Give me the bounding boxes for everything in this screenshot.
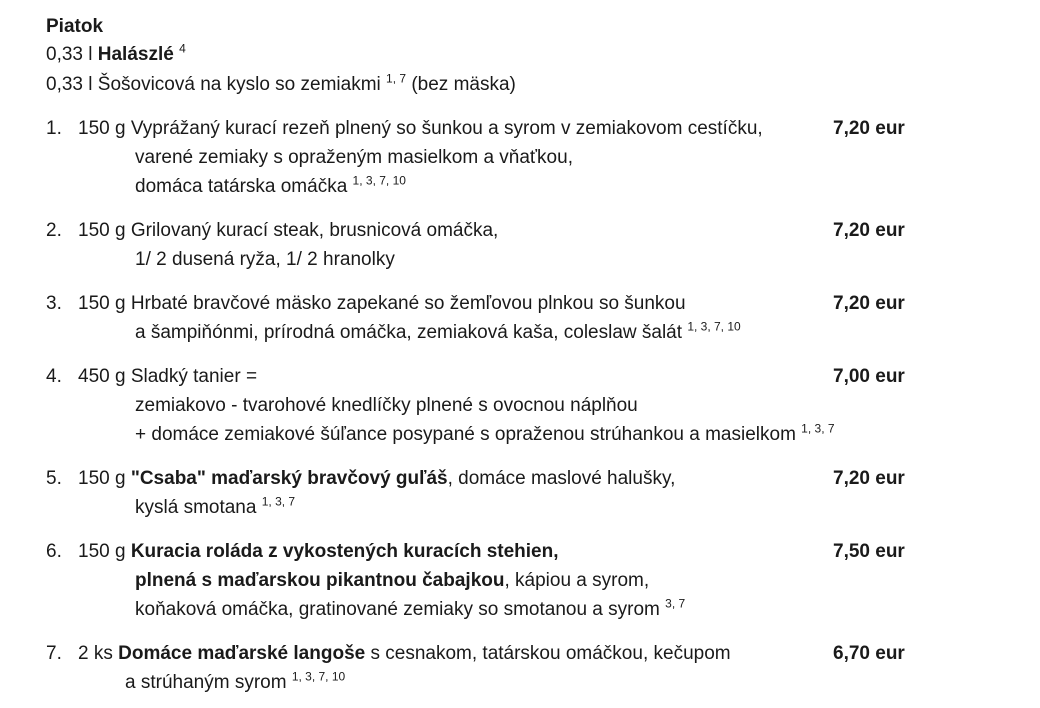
allergen-superscript: 1, 3, 7 bbox=[261, 494, 296, 509]
item-continuation-line bbox=[78, 595, 833, 624]
item-price: 7,20 eur bbox=[833, 220, 905, 241]
item-first-line bbox=[78, 464, 833, 493]
item-continuation-line bbox=[78, 668, 833, 697]
soup-volume: 0,33 l bbox=[46, 74, 93, 95]
item-price: 7,20 eur bbox=[833, 468, 905, 489]
text-segment: s cesnakom, tatárskou omáčkou, kečupom bbox=[365, 643, 731, 664]
text-segment: koňaková omáčka, gratinované zemiaky so smotanou a syrom bbox=[135, 599, 666, 620]
item-quantity: 150 g bbox=[78, 118, 126, 139]
text-segment: Sladký tanier = bbox=[130, 366, 258, 387]
allergen-superscript: 3, 7 bbox=[665, 596, 686, 611]
item-continuation-line bbox=[78, 566, 833, 595]
text-segment: a šampiňónmi, prírodná omáčka, zemiaková kaša, coleslaw šalát bbox=[135, 322, 688, 343]
text-segment: Vyprážaný kurací rezeň plnený so šunkou a syrom v zemiakovom cestíčku, bbox=[130, 118, 763, 139]
item-quantity: 150 g bbox=[78, 293, 126, 314]
page-title: Piatok bbox=[46, 16, 104, 37]
item-number: 4. bbox=[46, 366, 62, 387]
item-quantity: 450 g bbox=[78, 366, 126, 387]
menu-item bbox=[46, 464, 1040, 522]
soup-row bbox=[46, 70, 1040, 100]
item-continuation-line bbox=[78, 143, 833, 172]
text-segment: a strúhaným syrom bbox=[125, 672, 292, 693]
item-continuation-line bbox=[78, 245, 833, 274]
text-segment: (bez mäska) bbox=[406, 74, 516, 95]
item-price: 7,50 eur bbox=[833, 541, 905, 562]
item-quantity: 150 g bbox=[78, 468, 126, 489]
text-segment: "Csaba" maďarský bravčový guľáš bbox=[130, 468, 448, 489]
menu-item bbox=[46, 216, 1040, 274]
text-segment: plnená s maďarskou pikantnou čabajkou bbox=[135, 570, 505, 591]
text-segment: , kápiou a syrom, bbox=[504, 570, 650, 591]
item-price: 7,20 eur bbox=[833, 293, 905, 314]
menu-item bbox=[46, 362, 1040, 449]
item-number: 5. bbox=[46, 468, 62, 489]
item-continuation-line bbox=[78, 172, 833, 201]
text-segment: + domáce zemiakové šúľance posypané s opraženou strúhankou a masielkom bbox=[135, 424, 802, 445]
item-continuation-line bbox=[78, 493, 833, 522]
item-continuation-line bbox=[78, 318, 833, 347]
text-segment: Hrbaté bravčové mäsko zapekané so žemľovou plnkou so šunkou bbox=[130, 293, 686, 314]
item-first-line bbox=[78, 289, 833, 318]
text-segment: Kuracia roláda z vykostených kuracích stehien, bbox=[130, 541, 559, 562]
text-segment: domáca tatárska omáčka bbox=[135, 176, 353, 197]
soup-list bbox=[46, 40, 1040, 100]
menu-item bbox=[46, 289, 1040, 347]
item-first-line bbox=[78, 114, 833, 143]
allergen-superscript: 4 bbox=[179, 41, 186, 56]
item-continuation-line bbox=[78, 420, 833, 449]
item-continuation-line bbox=[78, 391, 833, 420]
item-number: 1. bbox=[46, 118, 62, 139]
menu-items bbox=[46, 114, 1040, 697]
item-first-line bbox=[78, 216, 833, 245]
text-segment: varené zemiaky s opraženým masielkom a vňaťkou, bbox=[135, 147, 573, 168]
item-first-line bbox=[78, 639, 833, 668]
item-price: 7,20 eur bbox=[833, 118, 905, 139]
soup-row bbox=[46, 40, 1040, 70]
allergen-superscript: 1, 3, 7 bbox=[801, 421, 835, 436]
text-segment: Grilovaný kurací steak, brusnicová omáčka, bbox=[130, 220, 499, 241]
text-segment: 1/ 2 dusená ryža, 1/ 2 hranolky bbox=[135, 249, 395, 270]
text-segment: kyslá smotana bbox=[135, 497, 262, 518]
menu-item bbox=[46, 114, 1040, 201]
item-first-line bbox=[78, 362, 833, 391]
allergen-superscript: 1, 7 bbox=[386, 71, 407, 86]
item-first-line bbox=[78, 537, 833, 566]
text-segment: zemiakovo - tvarohové knedlíčky plnené s ovocnou náplňou bbox=[135, 395, 638, 416]
item-price: 6,70 eur bbox=[833, 643, 905, 664]
text-segment: Domáce maďarské langoše bbox=[118, 643, 366, 664]
allergen-superscript: 1, 3, 7, 10 bbox=[687, 319, 741, 334]
allergen-superscript: 1, 3, 7, 10 bbox=[352, 173, 406, 188]
menu-item bbox=[46, 639, 1040, 697]
text-segment: Šošovicová na kyslo so zemiakmi bbox=[97, 74, 387, 95]
text-segment: , domáce maslové halušky, bbox=[447, 468, 676, 489]
soup-volume: 0,33 l bbox=[46, 44, 93, 65]
text-segment: Halászlé bbox=[97, 44, 180, 65]
menu-item bbox=[46, 537, 1040, 624]
item-quantity: 2 ks bbox=[78, 643, 113, 664]
item-number: 7. bbox=[46, 643, 62, 664]
item-quantity: 150 g bbox=[78, 541, 126, 562]
item-number: 6. bbox=[46, 541, 62, 562]
item-number: 3. bbox=[46, 293, 62, 314]
allergen-superscript: 1, 3, 7, 10 bbox=[291, 669, 346, 684]
item-price: 7,00 eur bbox=[833, 366, 905, 387]
item-number: 2. bbox=[46, 220, 62, 241]
item-quantity: 150 g bbox=[78, 220, 126, 241]
